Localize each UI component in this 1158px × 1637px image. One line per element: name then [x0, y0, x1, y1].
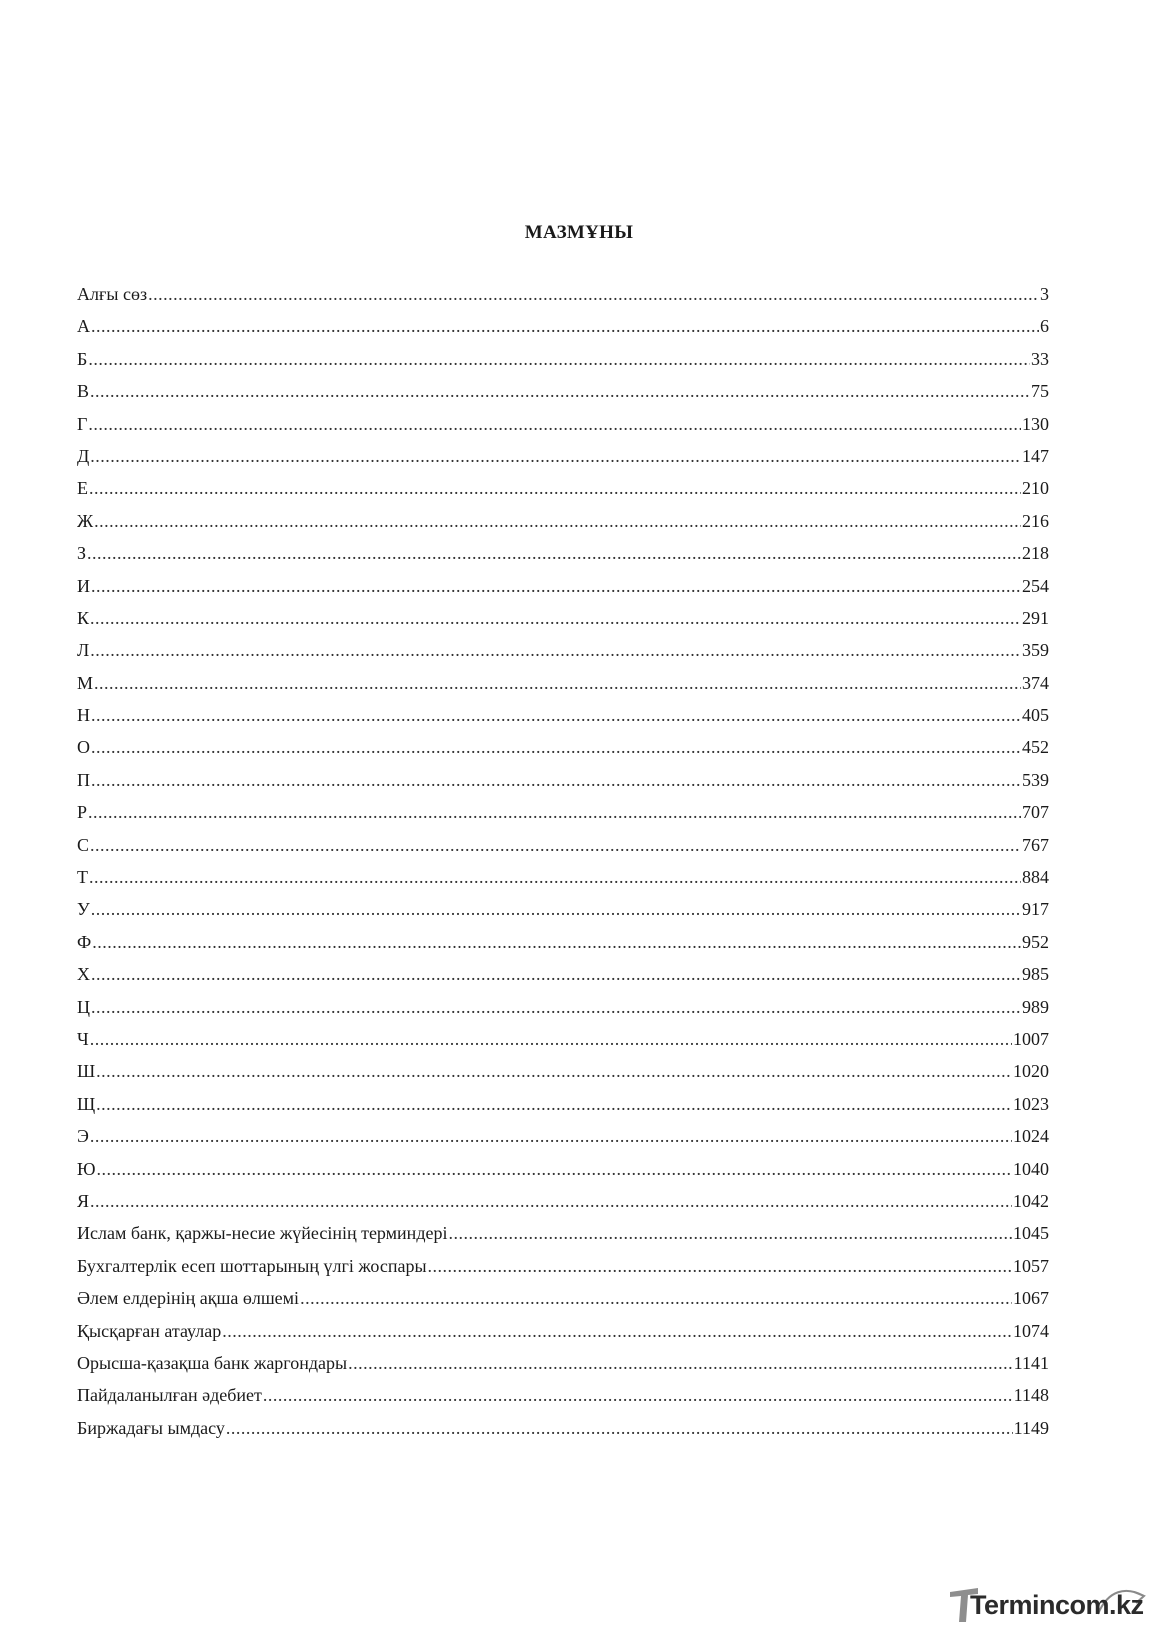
toc-entry-label: А	[77, 316, 90, 337]
toc-entry-label: Л	[77, 640, 90, 661]
toc-entry	[77, 672, 1049, 704]
toc-entry-page-number: 1040	[1013, 1158, 1049, 1179]
toc-entry-page-number: 75	[1031, 381, 1049, 402]
toc-entry-page-number: 1042	[1013, 1190, 1049, 1211]
toc-entry-page-number: 254	[1022, 575, 1049, 596]
toc-entry-page-number: 1045	[1013, 1223, 1049, 1244]
toc-entry-label: Биржадағы ымдасу	[77, 1417, 225, 1438]
toc-entry-label: З	[77, 543, 87, 564]
toc-entry-page-number: 218	[1022, 543, 1049, 564]
toc-dot-leader	[90, 834, 1021, 856]
toc-dot-leader	[89, 477, 1021, 499]
toc-dot-leader	[91, 704, 1021, 726]
watermark-text: Termincom.kz	[970, 1590, 1144, 1620]
toc-entry-label: Г	[77, 413, 88, 434]
toc-entry-label: Х	[77, 964, 90, 985]
toc-entry-label: Ф	[77, 931, 92, 952]
toc-dot-leader	[96, 1093, 1012, 1115]
toc-entry	[77, 445, 1049, 477]
toc-entry	[77, 477, 1049, 509]
toc-entry-page-number: 359	[1022, 640, 1049, 661]
toc-dot-leader	[91, 575, 1021, 597]
toc-entry	[77, 1158, 1049, 1190]
toc-entry-label: Т	[77, 867, 88, 888]
toc-dot-leader	[92, 931, 1021, 953]
toc-dot-leader	[89, 866, 1021, 888]
toc-entry	[77, 866, 1049, 898]
toc-dot-leader	[222, 1320, 1012, 1342]
toc-entry-label: Е	[77, 478, 88, 499]
toc-entry-label: Бухгалтерлік есеп шоттарының үлгі жоспары	[77, 1255, 427, 1276]
toc-entry-label: К	[77, 607, 90, 628]
toc-entry-label: Ж	[77, 510, 94, 531]
toc-entry-label: В	[77, 381, 90, 402]
toc-entry	[77, 1093, 1049, 1125]
toc-dot-leader	[263, 1384, 1013, 1406]
toc-entry	[77, 607, 1049, 639]
toc-dot-leader	[226, 1417, 1013, 1439]
toc-entry-label: Я	[77, 1190, 90, 1211]
toc-entry	[77, 315, 1049, 347]
toc-entry-label: О	[77, 737, 90, 758]
toc-entry-page-number: 1007	[1013, 1028, 1049, 1049]
toc-entry-label: У	[77, 899, 90, 920]
toc-entry-page-number: 917	[1022, 899, 1049, 920]
toc-entry-page-number: 884	[1022, 867, 1049, 888]
toc-entry-label: Ю	[77, 1158, 96, 1179]
toc-dot-leader	[90, 1028, 1012, 1050]
toc-entry-label: Д	[77, 445, 90, 466]
toc-dot-leader	[97, 1158, 1012, 1180]
toc-entry-page-number: 985	[1022, 964, 1049, 985]
toc-entry-page-number: 1148	[1013, 1385, 1049, 1406]
toc-entry	[77, 542, 1049, 574]
toc-entry-label: Ислам банк, қаржы-несие жүйесінің терминдері	[77, 1223, 448, 1244]
toc-entry	[77, 1255, 1049, 1287]
toc-entry-page-number: 291	[1022, 607, 1049, 628]
table-of-contents	[77, 283, 1049, 1449]
toc-entry-label: Н	[77, 705, 90, 726]
toc-dot-leader	[91, 996, 1021, 1018]
page-title: МАЗМҰНЫ	[524, 222, 634, 243]
toc-dot-leader	[90, 380, 1030, 402]
toc-entry-label: С	[77, 834, 90, 855]
toc-entry	[77, 413, 1049, 445]
toc-dot-leader	[428, 1255, 1012, 1277]
toc-dot-leader	[148, 283, 1039, 305]
toc-entry	[77, 575, 1049, 607]
toc-entry	[77, 1028, 1049, 1060]
toc-entry	[77, 1190, 1049, 1222]
toc-dot-leader	[88, 801, 1021, 823]
toc-entry-label: И	[77, 575, 90, 596]
toc-entry-label: Р	[77, 802, 88, 823]
toc-entry-page-number: 216	[1022, 510, 1049, 531]
toc-dot-leader	[91, 769, 1021, 791]
termincom-watermark	[948, 1584, 1148, 1628]
toc-dot-leader	[91, 898, 1021, 920]
toc-entry-page-number: 1057	[1013, 1255, 1049, 1276]
toc-entry-page-number: 1067	[1013, 1288, 1049, 1309]
toc-entry-label: П	[77, 769, 90, 790]
toc-entry-page-number: 952	[1022, 931, 1049, 952]
toc-entry	[77, 1060, 1049, 1092]
toc-entry-page-number: 374	[1022, 672, 1049, 693]
toc-entry	[77, 1222, 1049, 1254]
toc-entry	[77, 1287, 1049, 1319]
toc-entry-label: Алғы сөз	[77, 284, 148, 304]
toc-entry-page-number: 130	[1022, 413, 1049, 434]
toc-dot-leader	[91, 315, 1039, 337]
toc-dot-leader	[91, 963, 1021, 985]
toc-entry-page-number: 1074	[1013, 1320, 1049, 1341]
toc-entry-page-number: 989	[1022, 996, 1049, 1017]
toc-entry	[77, 1125, 1049, 1157]
toc-entry-page-number: 147	[1022, 445, 1049, 466]
toc-entry-label: Әлем елдерінің ақша өлшемі	[77, 1288, 300, 1309]
toc-dot-leader	[88, 413, 1021, 435]
toc-entry-page-number: 210	[1022, 478, 1049, 499]
toc-dot-leader	[90, 445, 1021, 467]
toc-entry	[77, 1417, 1049, 1449]
toc-entry-page-number: 767	[1022, 834, 1049, 855]
toc-entry-page-number: 33	[1031, 348, 1049, 369]
toc-entry	[77, 931, 1049, 963]
toc-dot-leader	[300, 1287, 1012, 1309]
toc-entry-page-number: 1149	[1013, 1417, 1049, 1438]
toc-entry	[77, 834, 1049, 866]
toc-entry-page-number: 1141	[1013, 1352, 1049, 1373]
toc-entry-label: М	[77, 672, 94, 693]
toc-entry-page-number: 405	[1022, 705, 1049, 726]
toc-dot-leader	[94, 510, 1021, 532]
toc-dot-leader	[96, 1060, 1012, 1082]
toc-entry	[77, 898, 1049, 930]
toc-entry-label: Орысша-қазақша банк жаргондары	[77, 1352, 348, 1373]
toc-dot-leader	[94, 672, 1021, 694]
toc-entry-label: Б	[77, 348, 88, 369]
toc-dot-leader	[90, 1125, 1012, 1147]
toc-entry-label: Ч	[77, 1028, 89, 1049]
toc-entry-label: Ш	[77, 1061, 96, 1082]
toc-entry-page-number: 539	[1022, 769, 1049, 790]
toc-entry	[77, 510, 1049, 542]
toc-dot-leader	[87, 542, 1021, 564]
toc-dot-leader	[90, 1190, 1012, 1212]
toc-entry-page-number: 3	[1040, 284, 1049, 304]
toc-entry-label: Ц	[77, 996, 90, 1017]
toc-entry	[77, 801, 1049, 833]
toc-dot-leader	[90, 639, 1021, 661]
toc-entry-label: Пайдаланылған әдебиет	[77, 1385, 262, 1406]
toc-entry-page-number: 452	[1022, 737, 1049, 758]
toc-dot-leader	[91, 736, 1021, 758]
toc-entry	[77, 1384, 1049, 1416]
toc-entry	[77, 380, 1049, 412]
toc-entry	[77, 283, 1049, 315]
toc-entry	[77, 639, 1049, 671]
toc-entry	[77, 996, 1049, 1028]
toc-entry-page-number: 1023	[1013, 1093, 1049, 1114]
toc-entry	[77, 769, 1049, 801]
toc-entry-label: Щ	[77, 1093, 96, 1114]
toc-entry-page-number: 707	[1022, 802, 1049, 823]
toc-entry-label: Э	[77, 1126, 89, 1147]
toc-entry	[77, 736, 1049, 768]
toc-entry	[77, 348, 1049, 380]
toc-entry	[77, 704, 1049, 736]
toc-entry-page-number: 1024	[1013, 1126, 1049, 1147]
toc-dot-leader	[88, 348, 1030, 370]
toc-entry	[77, 963, 1049, 995]
toc-entry-page-number: 1020	[1013, 1061, 1049, 1082]
toc-dot-leader	[348, 1352, 1013, 1374]
toc-entry	[77, 1320, 1049, 1352]
toc-dot-leader	[448, 1222, 1012, 1244]
toc-entry	[77, 1352, 1049, 1384]
toc-entry-label: Қысқарған атаулар	[77, 1320, 222, 1341]
toc-dot-leader	[90, 607, 1021, 629]
toc-entry-page-number: 6	[1040, 316, 1049, 337]
